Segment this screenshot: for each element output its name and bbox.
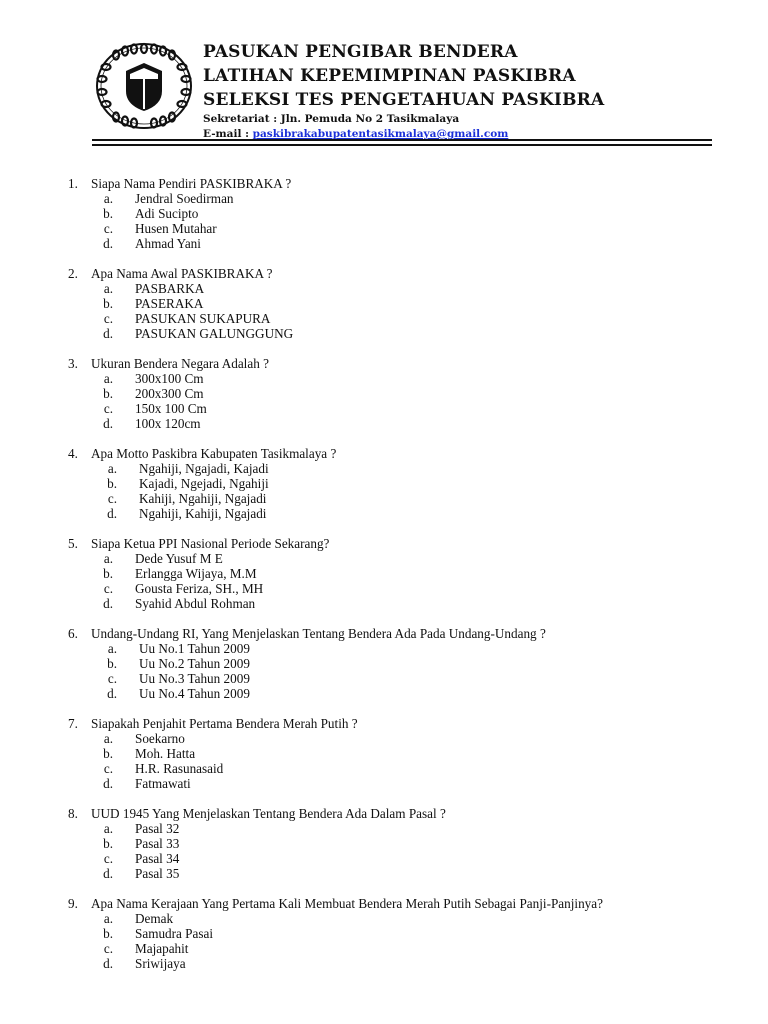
letterhead-title-2: LATIHAN KEPEMIMPINAN PASKIBRA bbox=[203, 66, 576, 86]
question-number: 1. bbox=[68, 176, 78, 191]
question-number: 3. bbox=[68, 356, 78, 371]
option-text: Moh. Hatta bbox=[135, 746, 196, 761]
option-text: 300x100 Cm bbox=[135, 371, 204, 386]
option-text: 200x300 Cm bbox=[135, 386, 204, 401]
option-text: Uu No.2 Tahun 2009 bbox=[139, 656, 250, 671]
option-letter: a. bbox=[103, 821, 113, 836]
option-letter: a. bbox=[103, 281, 113, 296]
option-letter: a. bbox=[103, 191, 113, 206]
option-letter: a. bbox=[103, 551, 113, 566]
answer-option bbox=[68, 506, 748, 521]
question-8 bbox=[68, 806, 748, 881]
option-text: Pasal 33 bbox=[135, 836, 180, 851]
answer-option bbox=[68, 416, 748, 431]
option-letter: d. bbox=[103, 236, 113, 251]
option-letter: c. bbox=[103, 311, 113, 326]
option-letter: b. bbox=[107, 476, 117, 491]
answer-option bbox=[68, 206, 748, 221]
option-letter: b. bbox=[103, 926, 113, 941]
option-text: PASBARKA bbox=[135, 281, 205, 296]
answer-option bbox=[68, 401, 748, 416]
answer-option bbox=[68, 656, 748, 671]
option-letter: c. bbox=[103, 851, 113, 866]
option-letter: c. bbox=[103, 401, 113, 416]
answer-option bbox=[68, 311, 748, 326]
answer-option bbox=[68, 776, 748, 791]
option-letter: b. bbox=[103, 206, 113, 221]
option-text: Uu No.3 Tahun 2009 bbox=[139, 671, 250, 686]
option-letter: d. bbox=[103, 776, 113, 791]
question-number: 7. bbox=[68, 716, 78, 731]
question-number: 2. bbox=[68, 266, 78, 281]
option-letter: b. bbox=[107, 656, 117, 671]
question-number: 6. bbox=[68, 626, 78, 641]
answer-option bbox=[68, 461, 748, 476]
answer-option bbox=[68, 731, 748, 746]
option-text: Erlangga Wijaya, M.M bbox=[135, 566, 257, 581]
question-3 bbox=[68, 356, 748, 431]
option-text: Pasal 35 bbox=[135, 866, 180, 881]
question-number: 9. bbox=[68, 896, 78, 911]
option-text: Syahid Abdul Rohman bbox=[135, 596, 256, 611]
answer-option bbox=[68, 851, 748, 866]
option-letter: b. bbox=[103, 566, 113, 581]
option-text: Sriwijaya bbox=[135, 956, 186, 971]
question-text: Apa Nama Kerajaan Yang Pertama Kali Membuat Bendera Merah Putih Sebagai Panji-Panjinya? bbox=[91, 896, 603, 911]
answer-option bbox=[68, 836, 748, 851]
option-letter: b. bbox=[103, 746, 113, 761]
email-label: E-mail : bbox=[203, 128, 253, 140]
option-text: Demak bbox=[135, 911, 174, 926]
option-letter: b. bbox=[103, 836, 113, 851]
answer-option bbox=[68, 911, 748, 926]
answer-option bbox=[68, 686, 748, 701]
answer-option bbox=[68, 281, 748, 296]
answer-option bbox=[68, 956, 748, 971]
header-rule-bottom bbox=[92, 144, 712, 146]
option-letter: a. bbox=[107, 461, 117, 476]
option-text: PASUKAN GALUNGGUNG bbox=[135, 326, 294, 341]
option-text: 150x 100 Cm bbox=[135, 401, 207, 416]
question-text: Siapa Ketua PPI Nasional Periode Sekarang? bbox=[91, 536, 330, 551]
option-letter: d. bbox=[107, 506, 117, 521]
answer-option bbox=[68, 926, 748, 941]
question-number: 4. bbox=[68, 446, 78, 461]
answer-option bbox=[68, 326, 748, 341]
question-6 bbox=[68, 626, 748, 701]
option-text: Gousta Feriza, SH., MH bbox=[135, 581, 264, 596]
option-letter: d. bbox=[103, 866, 113, 881]
question-text: Siapa Nama Pendiri PASKIBRAKA ? bbox=[91, 176, 292, 191]
option-text: Uu No.1 Tahun 2009 bbox=[139, 641, 250, 656]
option-text: Samudra Pasai bbox=[135, 926, 214, 941]
option-text: Adi Sucipto bbox=[135, 206, 199, 221]
letterhead bbox=[203, 40, 723, 142]
option-letter: a. bbox=[103, 911, 113, 926]
question-text: UUD 1945 Yang Menjelaskan Tentang Bendera Ada Dalam Pasal ? bbox=[91, 806, 446, 821]
option-text: Ngahiji, Kahiji, Ngajadi bbox=[139, 506, 267, 521]
question-text: Apa Motto Paskibra Kabupaten Tasikmalaya ? bbox=[91, 446, 337, 461]
option-letter: c. bbox=[107, 671, 117, 686]
answer-option bbox=[68, 476, 748, 491]
question-number: 8. bbox=[68, 806, 78, 821]
letterhead-title-1: PASUKAN PENGIBAR BENDERA bbox=[203, 42, 518, 62]
secretariat-address: Sekretariat : Jln. Pemuda No 2 Tasikmalaya bbox=[203, 113, 460, 125]
question-2 bbox=[68, 266, 748, 341]
option-text: Kajadi, Ngejadi, Ngahiji bbox=[139, 476, 269, 491]
question-4 bbox=[68, 446, 748, 521]
option-text: Dede Yusuf M E bbox=[135, 551, 223, 566]
option-letter: d. bbox=[103, 416, 113, 431]
option-text: Pasal 32 bbox=[135, 821, 180, 836]
answer-option bbox=[68, 236, 748, 251]
header-rule-top bbox=[92, 139, 712, 141]
answer-option bbox=[68, 386, 748, 401]
option-letter: a. bbox=[103, 371, 113, 386]
option-letter: c. bbox=[103, 761, 113, 776]
option-letter: d. bbox=[103, 326, 113, 341]
answer-option bbox=[68, 866, 748, 881]
option-letter: c. bbox=[107, 491, 117, 506]
option-text: Husen Mutahar bbox=[135, 221, 217, 236]
question-5 bbox=[68, 536, 748, 611]
answer-option bbox=[68, 581, 748, 596]
option-text: Majapahit bbox=[135, 941, 189, 956]
answer-option bbox=[68, 551, 748, 566]
option-text: 100x 120cm bbox=[135, 416, 201, 431]
answer-option bbox=[68, 221, 748, 236]
question-1 bbox=[68, 176, 748, 251]
option-letter: a. bbox=[107, 641, 117, 656]
answer-option bbox=[68, 941, 748, 956]
answer-option bbox=[68, 566, 748, 581]
question-9 bbox=[68, 896, 748, 971]
answer-option bbox=[68, 821, 748, 836]
answer-option bbox=[68, 641, 748, 656]
option-letter: c. bbox=[103, 941, 113, 956]
question-text: Ukuran Bendera Negara Adalah ? bbox=[91, 356, 269, 371]
option-letter: a. bbox=[103, 731, 113, 746]
answer-option bbox=[68, 746, 748, 761]
option-text: PASUKAN SUKAPURA bbox=[135, 311, 271, 326]
option-text: H.R. Rasunasaid bbox=[135, 761, 224, 776]
option-letter: d. bbox=[103, 956, 113, 971]
answer-option bbox=[68, 491, 748, 506]
email-link[interactable]: paskibrakabupatentasikmalaya@gmail.com bbox=[252, 128, 509, 140]
option-letter: c. bbox=[103, 221, 113, 236]
option-text: Soekarno bbox=[135, 731, 185, 746]
answer-option bbox=[68, 671, 748, 686]
option-text: Ngahiji, Ngajadi, Kajadi bbox=[139, 461, 269, 476]
question-text: Undang-Undang RI, Yang Menjelaskan Tentang Bendera Ada Pada Undang-Undang ? bbox=[91, 626, 546, 641]
option-text: Jendral Soedirman bbox=[135, 191, 234, 206]
paskibra-logo bbox=[94, 41, 194, 131]
question-text: Siapakah Penjahit Pertama Bendera Merah Putih ? bbox=[91, 716, 358, 731]
option-letter: b. bbox=[103, 386, 113, 401]
answer-option bbox=[68, 296, 748, 311]
option-text: Uu No.4 Tahun 2009 bbox=[139, 686, 250, 701]
answer-option bbox=[68, 596, 748, 611]
answer-option bbox=[68, 371, 748, 386]
question-number: 5. bbox=[68, 536, 78, 551]
option-letter: d. bbox=[103, 596, 113, 611]
option-letter: b. bbox=[103, 296, 113, 311]
question-list bbox=[68, 176, 748, 986]
option-text: Fatmawati bbox=[135, 776, 191, 791]
option-text: Pasal 34 bbox=[135, 851, 180, 866]
option-text: Ahmad Yani bbox=[135, 236, 201, 251]
option-text: PASERAKA bbox=[135, 296, 204, 311]
option-letter: c. bbox=[103, 581, 113, 596]
option-letter: d. bbox=[107, 686, 117, 701]
answer-option bbox=[68, 761, 748, 776]
option-text: Kahiji, Ngahiji, Ngajadi bbox=[139, 491, 267, 506]
answer-option bbox=[68, 191, 748, 206]
question-text: Apa Nama Awal PASKIBRAKA ? bbox=[91, 266, 273, 281]
letterhead-title-3: SELEKSI TES PENGETAHUAN PASKIBRA bbox=[203, 90, 605, 110]
question-7 bbox=[68, 716, 748, 791]
